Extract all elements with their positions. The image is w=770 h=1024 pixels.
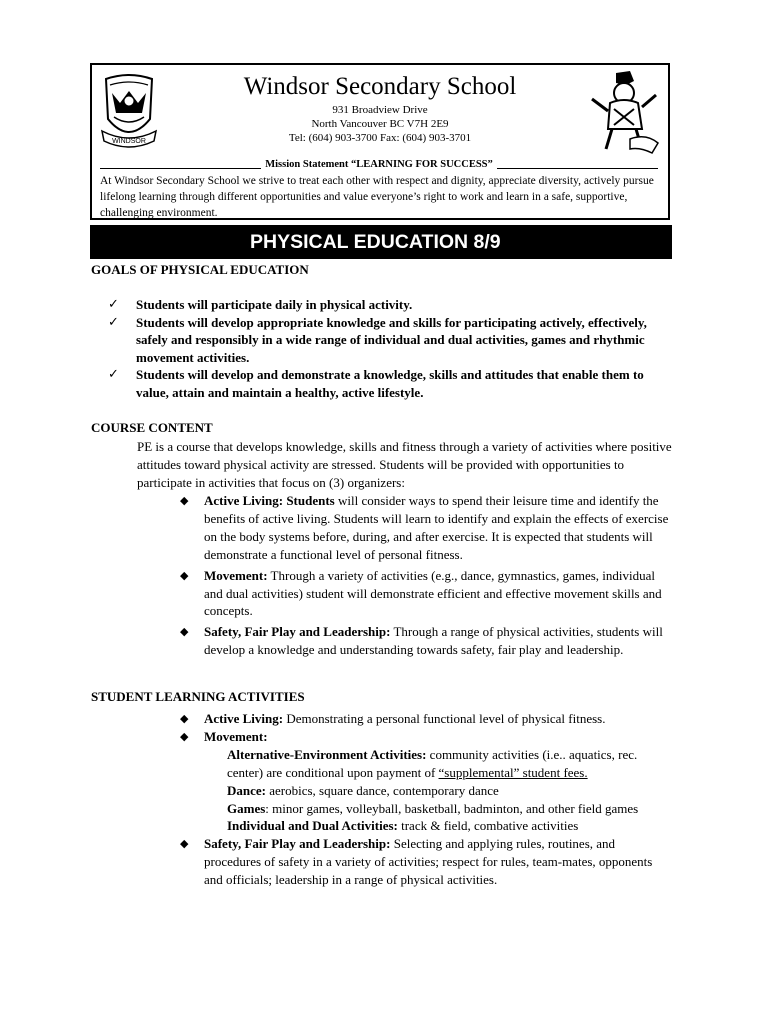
activity-item: ◆ Active Living: Demonstrating a personal functional level of physical fitness. [180, 711, 606, 726]
goals-list [108, 296, 678, 402]
checkmark-icon: ✓ [108, 314, 119, 330]
supplemental-fees-text: “supplemental” student fees. [438, 764, 588, 780]
goals-heading: GOALS OF PHYSICAL EDUCATION [91, 262, 309, 277]
crest-text: WINDSOR [112, 138, 146, 145]
mission-rule-left [100, 168, 261, 169]
mission-statement-label-row [100, 159, 658, 170]
phone-fax: Tel: (604) 903-3700 Fax: (604) 903-3701 [288, 132, 472, 144]
goal-item: ✓ Students will develop appropriate knowledge and skills for participating actively, effectively, safely and responsibly in a wide range of individual and dual activities, games and rhythmic movement activities. [108, 314, 647, 365]
diamond-bullet-icon: ◆ [180, 568, 189, 582]
diamond-bullet-icon: ◆ [180, 494, 189, 507]
learning-activities-heading: STUDENT LEARNING ACTIVITIES [91, 689, 305, 704]
diamond-bullet-icon: ◆ [180, 712, 189, 725]
diamond-bullet-icon: ◆ [180, 837, 189, 851]
dance-activities: Dance: aerobics, square dance, contemporary dance [227, 782, 499, 798]
course-content-intro: PE is a course that develops knowledge, skills and fitness through a variety of activities where positive attitudes toward physical activity are stressed. Students will be provided with opportunities to participate in activities that focus on (3) organizers: [137, 439, 672, 490]
mascot-logo [586, 69, 660, 155]
school-header [90, 63, 670, 220]
mission-statement-text: At Windsor Secondary School we strive to treat each other with respect and dignity, appreciate diversity, actively pursue lifelong learning through different opportunities and value everyone’s right to work and learn in a safe, supportive, challenging environment. [100, 175, 654, 219]
goal-item: ✓ Students will participate daily in physical activity. [108, 297, 413, 312]
school-name: Windsor Secondary School [243, 73, 517, 100]
organizer-item: ◆ Movement: Through a variety of activities (e.g., dance, gymnastics, games, individual and dual activities) student will demonstrate efficient and effective movement skills and concepts. [180, 567, 662, 619]
organizer-item: ◆ Safety, Fair Play and Leadership: Through a range of physical activities, students will develop a knowledge and understanding towards safety, fair play and leadership. [180, 624, 663, 658]
individual-dual-activities: Individual and Dual Activities: track & field, combative activities [227, 818, 579, 834]
learning-activities-list [180, 710, 670, 889]
course-title-banner: PHYSICAL EDUCATION 8/9 [90, 225, 672, 259]
mission-rule-right [497, 168, 658, 169]
organizer-item: ◆ Active Living: Students will consider ways to spend their leisure time and identify the benefits of active living. Students will learn to identify and explain the effects of exercise on the body systems before, during, and after exercise. It is expected that students will demonstrate a functional level of personal fitness. [180, 493, 669, 562]
course-content-heading: COURSE CONTENT [91, 420, 213, 435]
address-line-2: North Vancouver BC V7H 2E9 [311, 118, 449, 130]
alt-env-activities: Alternative-Environment Activities: community activities (i.e.. aquatics, rec. center) are conditional upon payment of “supplemental” student fees. [227, 746, 638, 780]
diamond-bullet-icon: ◆ [180, 729, 189, 743]
games-activities: Games: minor games, volleyball, basketball, badminton, and other field games [227, 800, 639, 816]
diamond-bullet-icon: ◆ [180, 625, 189, 639]
address-line-1: 931 Broadview Drive [332, 104, 428, 116]
goal-item: ✓ Students will develop and demonstrate a knowledge, skills and attitudes that enable them to value, attain and maintain a healthy, active lifestyle. [108, 367, 644, 400]
mission-statement-label: Mission Statement “LEARNING FOR SUCCESS” [265, 159, 493, 170]
checkmark-icon: ✓ [108, 297, 119, 312]
organizers-list [180, 492, 670, 659]
activity-item: ◆ Movement: Alternative-Environment Activities: community activities (i.e.. aquatics, rec. center) are conditional upon payment of “supplemental” student fees. Dance: aerobics, square dance, contemporary dance Games: minor games, volleyball, basketball, badminton, and other field games Individual and Dual Activities: track & field, combative activities [180, 728, 670, 835]
activity-item: ◆ Safety, Fair Play and Leadership: Selecting and applying rules, routines, and procedures of safety in a variety of activities; respect for rules, team-mates, opponents and officials; leadership in a range of physical activities. [180, 836, 653, 888]
checkmark-icon: ✓ [108, 367, 119, 383]
